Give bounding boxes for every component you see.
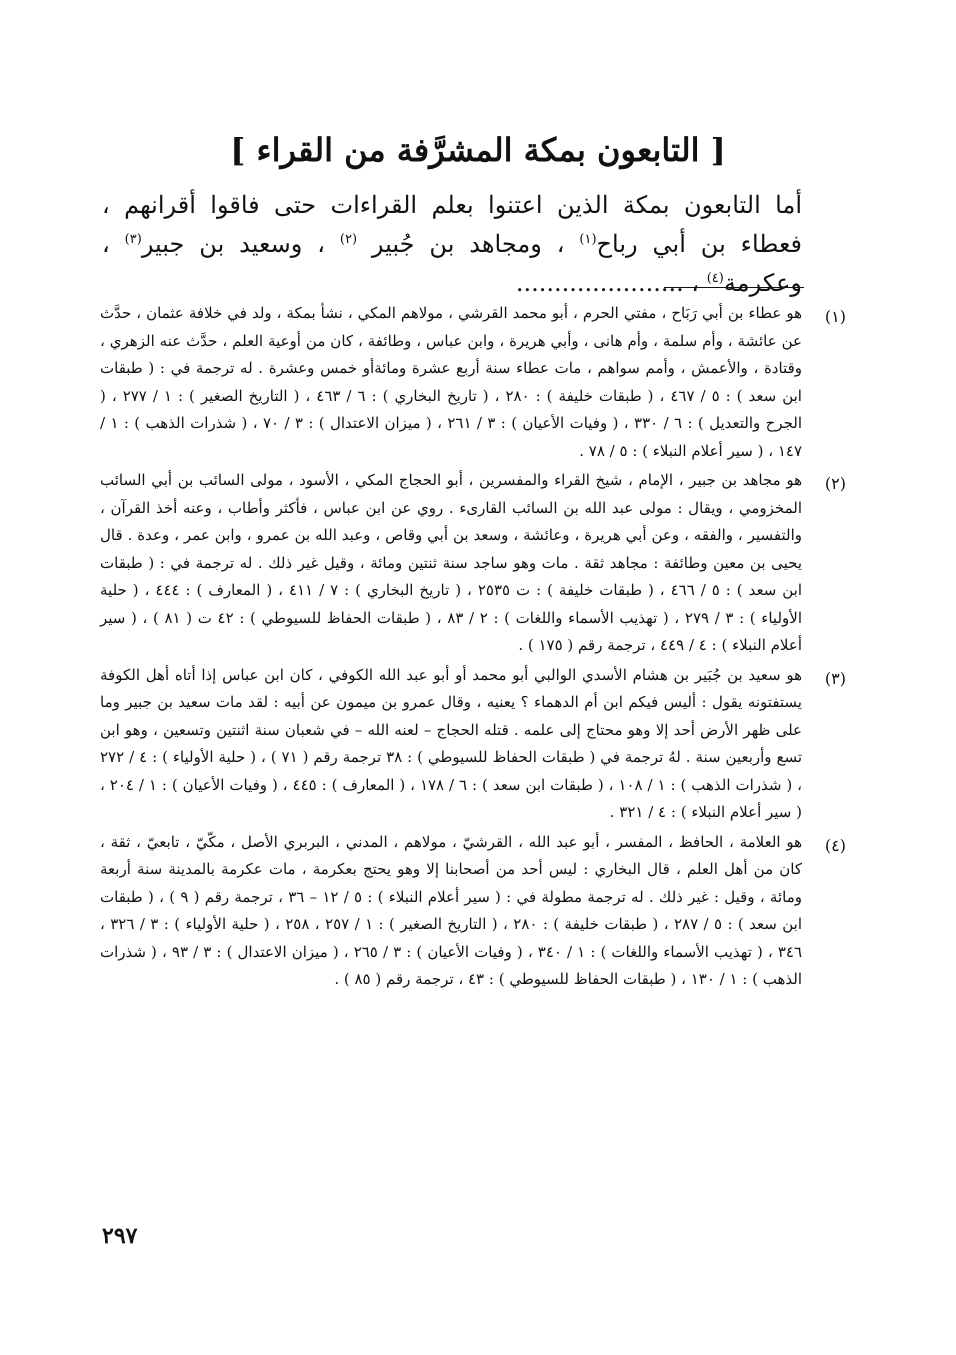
intro-text: أما التابعون بمكة الذين اعتنوا بعلم القراءات حتى فاقوا أقرانهم ، فعطاء بن أبي رباح xyxy=(102,191,803,258)
intro-text: ، ومجاهد بن جُبير xyxy=(357,230,580,258)
footnote-3 xyxy=(100,662,846,827)
intro-paragraph xyxy=(102,186,802,303)
footnote-number: (٤) xyxy=(824,835,846,855)
intro-text: ، وعكرمة xyxy=(102,230,802,297)
footnote-ref-3: (٣) xyxy=(124,232,142,247)
footnote-ref-1: (١) xyxy=(579,232,597,247)
footnote-ref-4: (٤) xyxy=(706,271,724,286)
footnote-2 xyxy=(100,467,846,660)
footnote-1 xyxy=(100,300,846,465)
footnote-text: هو سعيد بن جُبَير بن هشام الأسدي الوالبي أبو محمد أو أبو عبد الله الكوفي ، كان ابن عباس إذا أتاه أهل الكوفة يستفتونه يقول : أليس فيكم ابن أم الدهماء ؟ يعنيه ، وقال عمرو بن ميمون عن أبيه : لقد مات سعيد بن جبير وما على ظهر الأرض أحد إلا وهو محتاج إلى علمه . قتله الحجاج – لعنه الله – في شعبان سنة اثنتين وتسعين ، وهو ابن تسع وأربعين سنة . لهُ ترجمة في ( طبقات الحفاظ للسيوطي ) : ٣٨ ترجمة رقم ( ٧١ ) ، ( حلية الأولياء ) : ٤ / ٢٧٢ ، ( شذرات الذهب ) : ١ / ١٠٨ ، ( طبقات ابن سعد ) : ٦ / ١٧٨ ، ( المعارف ) : ٤٤٥ ، ( وفيات الأعيان ) : ١ / ٢٠٤ ، ( سير أعلام النبلاء ) : ٤ / ٣٢١ . xyxy=(100,665,803,821)
footnote-number: (٢) xyxy=(824,474,846,493)
intro-text: ، وسعيد بن جبير xyxy=(141,230,340,258)
page-number: ٢٩٧ xyxy=(102,1223,138,1249)
footnote-separator xyxy=(664,287,804,288)
intro-text: ، ...................... xyxy=(515,269,707,297)
footnote-text: هو العلامة ، الحافظ ، المفسر ، أبو عبد الله ، القرشيّ ، مولاهم ، المدني ، البربري الأصل ، مكّيّ ، تابعيّ ، ثقة ، كان من أهل العلم ، قال البخاري : ليس أحد من أصحابنا إلا وهو يحتج بعكرمة ، مات عكرمة بالمدينة سنة أربعة ومائة ، وقيل : غير ذلك . له ترجمة مطولة في : ( سير أعلام النبلاء ) : ٥ / ١٢ – ٣٦ ، ترجمة رقم ( ٩ ) ، ( طبقات ابن سعد ) : ٥ / ٢٨٧ ، ( طبقات خليفة ) : ٢٨٠ ، ( التاريخ الصغير ) : ١ / ٢٥٧ ، ٢٥٨ ، ( حلية الأولياء ) : ٣ / ٣٢٦ ، ٣٤٦ ، ( تهذيب الأسماء واللغات ) : ١ / ٣٤٠ ، ( وفيات الأعيان ) : ٣ / ٢٦٥ ، ( ميزان الاعتدال ) : ٣ / ٩٣ ، ( شذرات الذهب ) : ١ / ١٣٠ ، ( طبقات الحفاظ للسيوطي ) : ٤٣ ، ترجمة رقم ( ٨٥ ) . xyxy=(100,832,803,988)
footnote-ref-2: (٢) xyxy=(339,232,358,247)
footnotes-section xyxy=(100,300,846,996)
footnote-4 xyxy=(100,829,846,994)
footnote-number: (٣) xyxy=(824,668,846,688)
page-title: [ التابعون بمكة المشرَّفة من القراء ] xyxy=(230,131,726,169)
footnote-text: هو عطاء بن أبي رَبَاح ، مفتي الحرم ، أبو محمد القرشي ، مولاهم المكي ، نشأ بمكة ، ولد في خلافة عثمان ، حدَّث عن عائشة ، وأم سلمة ، وأم هانى ، وأبي هريرة ، وابن عباس ، وطائفة ، كان من أوعية العلم ، حدَّث عنه الزهري ، وقتادة ، والأعمش ، وأمم سواهم ، مات عطاء سنة أربع عشرة ومائةأو خمس وعشرة . له ترجمة في : ( طبقات ابن سعد ) : ٥ / ٤٦٧ ، ( طبقات خليفة ) : ٢٨٠ ، ( تاريخ البخاري ) : ٦ / ٤٦٣ ، ( التاريخ الصغير ) : ١ / ٢٧٧ ، ( الجرح والتعديل ) : ٦ / ٣٣٠ ، ( وفيات الأعيان ) : ٣ / ٢٦١ ، ( ميزان الاعتدال ) : ٣ / ٧٠ ، ( شذرات الذهب ) : ١ / ١٤٧ ، ( سير أعلام النبلاء ) : ٥ / ٧٨ . xyxy=(100,304,803,460)
footnote-text: هو مجاهد بن جبير ، الإمام ، شيخ القراء والمفسرين ، أبو الحجاج المكي ، الأسود ، مولى السائب بن أبي السائب المخزومي ، ويقال : مولى عبد الله بن السائب القارىء . روي عن ابن عباس ، فأكثر وأطاب ، وعنه أخذ القرآن ، والتفسير ، والفقه ، وعن أبي هريرة ، وعائشة ، وسعد بن أبي وقاص ، وعبد الله بن عمرو ، وابن عمر ، وعدة . قال يحيى بن معين وطائفة : مجاهد ثقة . مات وهو ساجد سنة ثنتين ومائة ، وقيل غير ذلك . له ترجمة في : ( طبقات ابن سعد ) : ٥ / ٤٦٦ ، ( طبقات خليفة ) : ت ٢٥٣٥ ، ( تاريخ البخاري ) : ٧ / ٤١١ ، ( المعارف ) : ٤٤٤ ، ( حلية الأولياء ) : ٣ / ٢٧٩ ، ( تهذيب الأسماء واللغات ) : ٢ / ٨٣ ، ( طبقات الحفاظ للسيوطي ) : ٤٢ ت ( ٨١ ) ، ( سير أعلام النبلاء ) : ٤ / ٤٤٩ ، ترجمة رقم ( ١٧٥ ) . xyxy=(100,471,803,654)
footnote-number: (١) xyxy=(824,307,846,326)
